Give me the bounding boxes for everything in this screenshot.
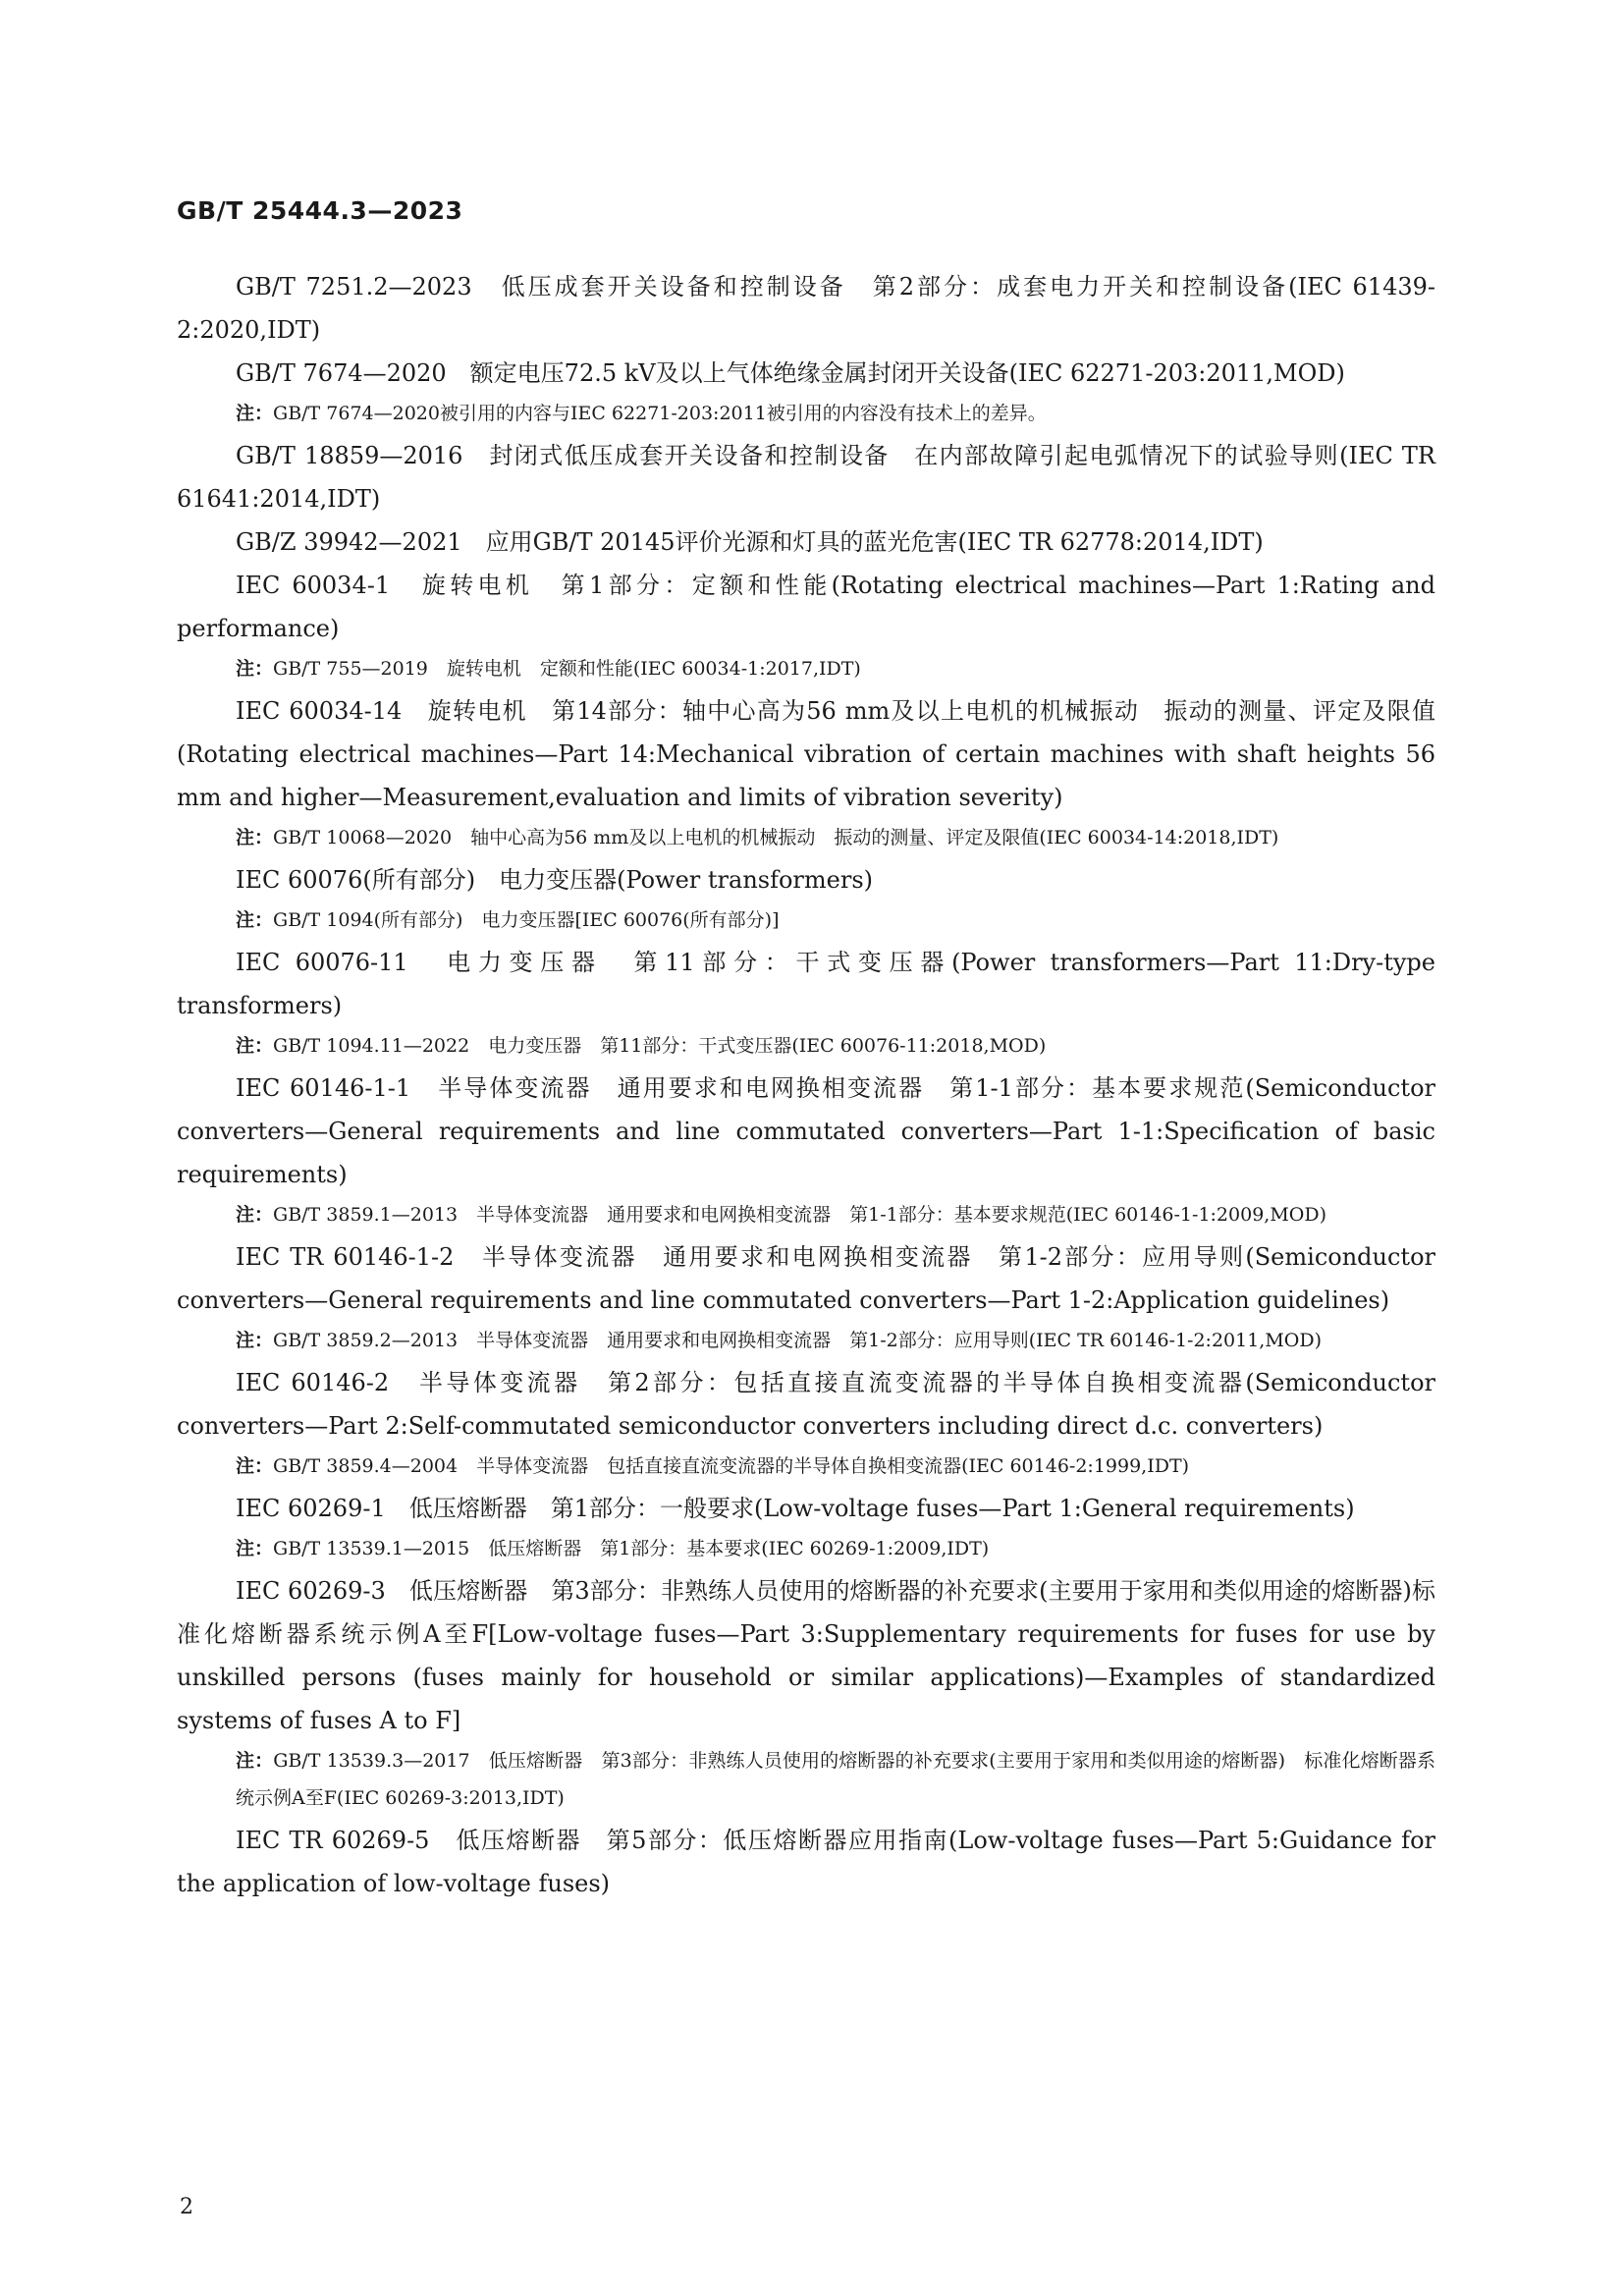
- note-label: 注：: [236, 1538, 274, 1559]
- note-label: 注：: [236, 403, 274, 424]
- note-label: 注：: [236, 1204, 274, 1226]
- reference-entry: GB/Z 39942—2021 应用GB/T 20145评价光源和灯具的蓝光危害(IEC TR 62778:2014,IDT): [236, 528, 1264, 556]
- note-label: 注：: [236, 1455, 274, 1477]
- note-label: 注：: [236, 909, 274, 931]
- reference-entry: IEC 60146-2 半导体变流器 第2部分：包括直接直流变流器的半导体自换相变流器(Semiconductor converters—Part 2:Self-commutated semiconductor converters including direct d.c. converters): [177, 1369, 1435, 1440]
- note-text: GB/T 13539.3—2017 低压熔断器 第3部分：非熟练人员使用的熔断器的补充要求(主要用于家用和类似用途的熔断器) 标准化熔断器系统示例A至F(IEC 60269-3:2013,IDT): [236, 1750, 1435, 1809]
- note-text: GB/T 3859.1—2013 半导体变流器 通用要求和电网换相变流器 第1-1部分：基本要求规范(IEC 60146-1-1:2009,MOD): [273, 1204, 1326, 1226]
- reference-entry: IEC 60034-1 旋转电机 第1部分：定额和性能(Rotating electrical machines—Part 1:Rating and performance): [177, 572, 1435, 642]
- note-text: GB/T 1094.11—2022 电力变压器 第11部分：干式变压器(IEC 60076-11:2018,MOD): [273, 1035, 1047, 1057]
- note-label: 注：: [236, 1750, 274, 1772]
- reference-entry: IEC 60269-3 低压熔断器 第3部分：非熟练人员使用的熔断器的补充要求(主要用于家用和类似用途的熔断器)标准化熔断器系统示例A至F[Low-voltage fuses—Part 3:Supplementary requirements for fuses for use by unskilled persons (fuses mainly for household or similar applications)—Examples of standardized systems of fuses A to F]: [177, 1577, 1435, 1734]
- reference-note: [177, 1742, 1435, 1817]
- normative-references-list: [177, 265, 1435, 1905]
- reference-note: [177, 819, 1435, 856]
- standard-number-header: GB/T 25444.3—2023: [177, 196, 463, 225]
- reference-entry: IEC 60034-14 旋转电机 第14部分：轴中心高为56 mm及以上电机的机械振动 振动的测量、评定及限值(Rotating electrical machines—Part 14:Mechanical vibration of certain machines with shaft heights 56 mm and higher—Measurement,evaluation and limits of vibration severity): [177, 697, 1435, 811]
- reference-entry: IEC 60269-1 低压熔断器 第1部分：一般要求(Low-voltage fuses—Part 1:General requirements): [236, 1495, 1355, 1522]
- reference-entry: IEC TR 60146-1-2 半导体变流器 通用要求和电网换相变流器 第1-2部分：应用导则(Semiconductor converters—General requirements and line commutated converters—Part 1-2:Application guidelines): [177, 1243, 1435, 1314]
- note-text: GB/T 7674—2020被引用的内容与IEC 62271-203:2011被引用的内容没有技术上的差异。: [273, 403, 1047, 424]
- reference-note: [177, 1322, 1435, 1359]
- reference-note: [177, 1530, 1435, 1567]
- reference-entry: IEC TR 60269-5 低压熔断器 第5部分：低压熔断器应用指南(Low-voltage fuses—Part 5:Guidance for the application of low-voltage fuses): [177, 1827, 1435, 1897]
- reference-note: [177, 1448, 1435, 1485]
- note-label: 注：: [236, 827, 274, 848]
- note-text: GB/T 3859.4—2004 半导体变流器 包括直接直流变流器的半导体自换相变流器(IEC 60146-2:1999,IDT): [273, 1455, 1190, 1477]
- reference-note: [177, 1027, 1435, 1065]
- reference-entry: GB/T 7674—2020 额定电压72.5 kV及以上气体绝缘金属封闭开关设备(IEC 62271-203:2011,MOD): [236, 359, 1345, 387]
- reference-entry: IEC 60076(所有部分) 电力变压器(Power transformers): [236, 866, 874, 894]
- reference-note: [177, 1196, 1435, 1233]
- reference-entry: GB/T 7251.2—2023 低压成套开关设备和控制设备 第2部分：成套电力开关和控制设备(IEC 61439-2:2020,IDT): [177, 273, 1435, 344]
- reference-note: [177, 902, 1435, 939]
- note-text: GB/T 13539.1—2015 低压熔断器 第1部分：基本要求(IEC 60269-1:2009,IDT): [273, 1538, 990, 1559]
- page-number: 2: [180, 2195, 193, 2219]
- note-label: 注：: [236, 1035, 274, 1057]
- reference-note: [177, 395, 1435, 432]
- reference-entry: GB/T 18859—2016 封闭式低压成套开关设备和控制设备 在内部故障引起电弧情况下的试验导则(IEC TR 61641:2014,IDT): [177, 442, 1435, 513]
- note-text: GB/T 1094(所有部分) 电力变压器[IEC 60076(所有部分)]: [273, 909, 780, 931]
- note-label: 注：: [236, 658, 274, 680]
- reference-note: [177, 650, 1435, 687]
- reference-entry: IEC 60146-1-1 半导体变流器 通用要求和电网换相变流器 第1-1部分：基本要求规范(Semiconductor converters—General requirements and line commutated converters—Part 1-1:Specification of basic requirements): [177, 1074, 1435, 1188]
- note-text: GB/T 3859.2—2013 半导体变流器 通用要求和电网换相变流器 第1-2部分：应用导则(IEC TR 60146-1-2:2011,MOD): [273, 1330, 1323, 1351]
- reference-entry: IEC 60076-11 电力变压器 第11部分：干式变压器(Power transformers—Part 11:Dry-type transformers): [177, 949, 1435, 1019]
- note-text: GB/T 10068—2020 轴中心高为56 mm及以上电机的机械振动 振动的测量、评定及限值(IEC 60034-14:2018,IDT): [273, 827, 1279, 848]
- note-text: GB/T 755—2019 旋转电机 定额和性能(IEC 60034-1:2017,IDT): [273, 658, 861, 680]
- note-label: 注：: [236, 1330, 274, 1351]
